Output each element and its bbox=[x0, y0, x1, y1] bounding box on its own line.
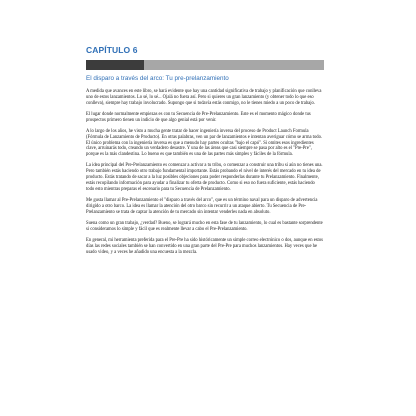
paragraph: La idea principal del Pre-Prelanzamiento es comenzar a activar a tu tribu, o comenzar a construir una tribu si aún no tienes una. Pero también estás haciendo otro trabajo fundamental importante. Estás probando el nivel de interés del mercado en tu idea de producto. Estás tratando de sacar a la luz posibles objeciones para poder responderlas durante tu Prelanzamiento. Finalmente, estás recopilando información para ayudar a finalizar tu oferta de producto. Como si eso no fuera suficiente, estás haciendo todo esto mientras preparas el escenario para tu Secuencia de Prelanzamiento. bbox=[86, 163, 323, 192]
paragraph: Me gusta llamar al Pre-Prelanzamiento el "disparo a través del arco", que es un término naval para un disparo de advertencia dirigido a otro barco. La idea es llamar la atención del otro barco sin recurrir a un ataque abierto. Tu Secuencia de Pre-Prelanzamiento se trata de captar la atención de tu mercado sin intentar venderles nada en absoluto. bbox=[86, 197, 318, 215]
chapter-bar-dark-segment bbox=[86, 60, 144, 70]
chapter-bar-light-segment bbox=[144, 60, 324, 70]
chapter-label: CAPÍTULO 6 bbox=[86, 45, 138, 55]
paragraph: Suena como un gran trabajo, ¿verdad? Bueno, se logrará mucho en esta fase de tu lanzamiento, lo cual es bastante sorprendente si consideramos lo simple y fácil que es realmente llevar a cabo el Pre-Prelanzamiento. bbox=[86, 220, 323, 232]
paragraph: A medida que avances en este libro, se hará evidente que hay una cantidad significativa de trabajo y planificación que conlleva uno de estos lanzamientos. Lo sé, lo sé... Ojalá no fuera así. Pero si quieres un gran lanzamiento (y obtener todo lo que eso conlleva), siempre hay trabajo involucrado. Supongo que si todavía estás conmigo, no le tienes miedo a un poco de trabajo. bbox=[86, 89, 322, 106]
body-text bbox=[86, 89, 324, 261]
paragraph: En general, mi herramienta preferida para el Pre-Pre ha sido históricamente un simple correo electrónico o dos, aunque en estos días las redes sociales también se han convertido en una gran parte del Pre-Pre para muchos lanzamientos. Hay veces que he usado video, y a veces he añadido una encuesta a la mezcla. bbox=[86, 237, 323, 255]
chapter-divider-bar bbox=[86, 60, 324, 70]
paragraph: A lo largo de los años, he visto a mucha gente tratar de hacer ingeniería inversa del proceso de Product Launch Formula (Fórmula de Lanzamiento de Producto). En otras palabras, ven un par de lanzamientos e intentan averiguar cómo se arma todo. El único problema con la ingeniería inversa es que a menudo hay partes ocultas "bajo el capó". Si omites esos ingredientes clave, arruinarás todo, creando un verdadero desastre. Y una de las áreas que casi siempre se pasa por alto es el "Pre-Pre", porque es la más clandestina. Lo bueno es que también es una de las partes más simples y fáciles de la fórmula. bbox=[86, 128, 323, 158]
paragraph: El lugar donde normalmente empiezas es con tu Secuencia de Pre-Prelanzamiento. Este es el momento mágico donde tus prospectos primero tienen un indicio de que algo genial está por venir. bbox=[86, 111, 311, 123]
section-title: El disparo a través del arco: Tu pre-prelanzamiento bbox=[86, 75, 229, 82]
